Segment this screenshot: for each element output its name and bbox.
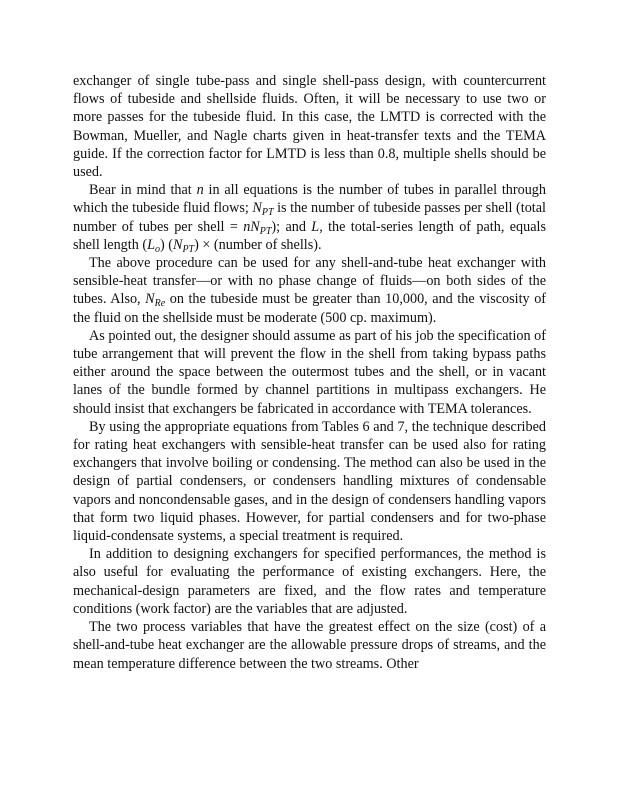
paragraph (73, 181, 546, 254)
math-variable (252, 200, 274, 219)
paragraph (73, 545, 546, 618)
math-variable (243, 219, 271, 235)
paragraph-text: In addition to designing exchangers for specified performances, the method is also useful for evaluating the performance of existing exchangers. Here, the mechanical-design parameters are fixed, and the flow rates and temperature conditions (work factor) are the variables that are adjusted. (73, 546, 546, 617)
paragraph-text: ); and (271, 218, 312, 235)
paragraph-text: As pointed out, the designer should assume as part of his job the specification of tube arrangement that will prevent the flow in the shell from taking bypass paths either around the space between the outermost tubes and the shell, or in vacant lanes of the bundle formed by channel partitions in multipass exchangers. He should insist that exchangers be fabricated in accordance with TEMA tolerances. (73, 327, 546, 417)
paragraph (73, 72, 546, 181)
paragraph (73, 418, 546, 545)
math-symbol: nN (243, 218, 260, 235)
math-subscript: PT (182, 243, 195, 255)
math-variable (147, 237, 160, 253)
paragraph-text: The two process variables that have the greatest effect on the size (cost) of a shell-and-tube heat exchanger are the allowable pressure drops of streams, and the mean temperature difference between the two streams. Other (73, 619, 546, 672)
paragraph-text: is the number of tubeside passes per shell (total number of tubes per shell = (73, 200, 546, 235)
paragraph-text: ) ( (159, 236, 173, 253)
math-subscript: PT (259, 225, 272, 237)
paragraph-text: on the tubeside must be greater than 10,000, and the viscosity of the fluid on the shellside must be moderate (500 cp. maximum). (73, 291, 547, 326)
math-variable: n (196, 182, 204, 199)
math-symbol: N (145, 291, 155, 308)
math-subscript: PT (261, 207, 274, 219)
math-variable: L (311, 218, 320, 235)
paragraph-text: ) × (number of shells). (194, 236, 322, 253)
paragraph (73, 254, 546, 327)
document-page (73, 72, 546, 673)
math-subscript: Re (154, 298, 166, 310)
paragraph (73, 327, 546, 418)
math-variable (145, 291, 166, 310)
math-symbol: L (147, 236, 155, 253)
paragraph-text: , the total-series length of path, equals shell length ( (73, 218, 546, 253)
paragraph-text: The above procedure can be used for any shell-and-tube heat exchanger with sensible-heat transfer—or with no phase change of fluids—on both sides of the tubes. Also, (73, 255, 546, 308)
math-symbol: N (172, 236, 183, 253)
paragraph-text: exchanger of single tube-pass and single shell-pass design, with countercurrent flows of tubeside and shellside fluids. Often, it will be necessary to use two or more passes for the tubeside fluid. In this case, the LMTD is corrected with the Bowman, Mueller, and Nagle charts given in heat-transfer texts and the TEMA guide. If the correction factor for LMTD is less than 0.8, multiple shells should be used. (73, 73, 546, 181)
math-subscript: o (154, 243, 160, 255)
paragraph (73, 618, 546, 673)
paragraph-text: Bear in mind that (89, 182, 197, 199)
math-variable (173, 237, 194, 253)
paragraph-text: in all equations is the number of tubes in parallel through which the tubeside fluid flows; (73, 182, 546, 217)
math-symbol: N (252, 200, 262, 217)
paragraph-text: By using the appropriate equations from Tables 6 and 7, the technique described for rating heat exchangers with sensible-heat transfer can be used also for rating exchangers that involve boiling or condensing. The method can also be used in the design of partial condensers, or condensers handling mixtures of condensable vapors and noncondensable gases, and in the design of condensers handling vapors that form two liquid phases. However, for partial condensers and for two-phase liquid-condensate systems, a special treatment is required. (73, 418, 546, 545)
